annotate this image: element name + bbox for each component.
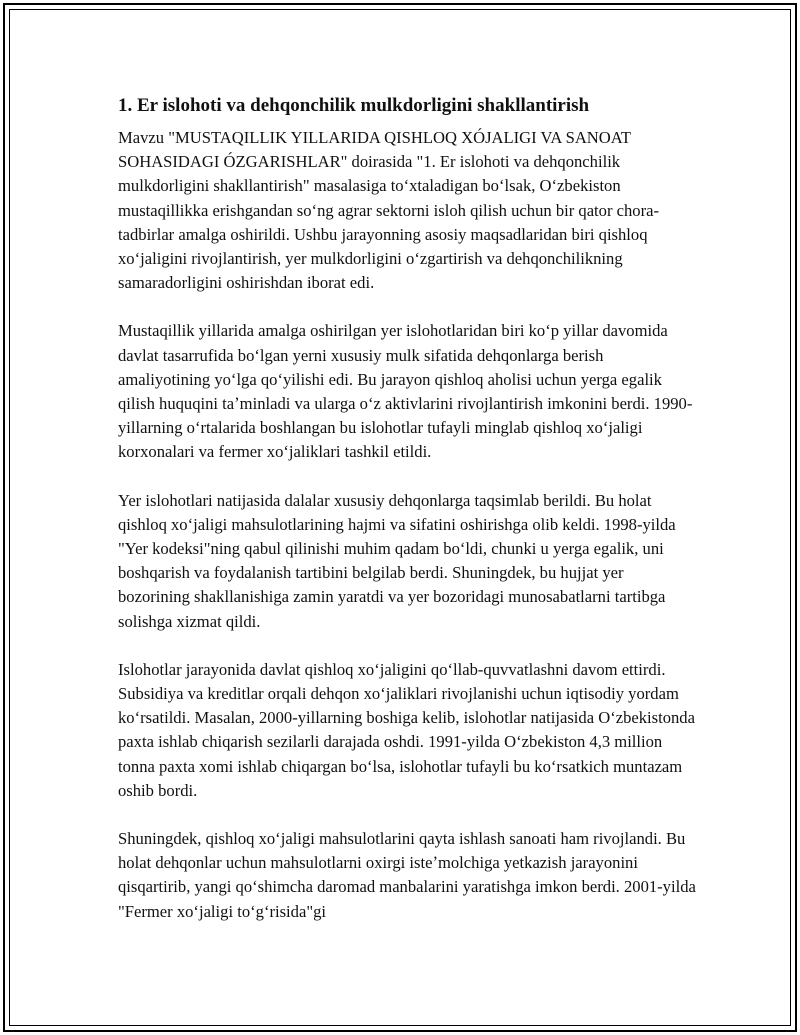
section-heading: 1. Er islohoti va dehqonchilik mulkdorligini shakllantirish [118, 95, 590, 116]
paragraph-3: Yer islohotlari natijasida dalalar xususiy dehqonlarga taqsimlab berildi. Bu holat qishloq xoʻjaligi mahsulotlarining hajmi va sifatini oshirishga olib keldi. 1998-yilda "Yer kodeksi"ning qabul qilinishi muhim qadam boʻldi, chunki u yerga egalik, uni boshqarish va foydalanish tartibini belgilab berdi. Shuningdek, bu hujjat yer bozorining shakllanishiga zamin yaratdi va yer bozoridagi munosabatlarni tartibga solishga xizmat qildi. [118, 490, 676, 631]
paragraph-5: Shuningdek, qishloq xoʻjaligi mahsulotlarini qayta ishlash sanoati ham rivojlandi. Bu holat dehqonlar uchun mahsulotlarni oxirgi isteʼmolchiga yetkazish jarayonini qisqartirib, yangi qoʻshimcha daromad manbalarini yaratishga imkon berdi. 2001-yilda "Fermer xoʻjaligi toʻgʻrisida"gi [118, 829, 696, 921]
paragraph-2: Mustaqillik yillarida amalga oshirilgan yer islohotlaridan biri koʻp yillar davomida davlat tasarrufida boʻlgan yerni xususiy mulk sifatida dehqonlarga berish amaliyotining yoʻlga qoʻyilishi edi. Bu jarayon qishloq aholisi uchun yerga egalik qilish huquqini taʼminladi va ularga oʻz aktivlarini rivojlantirish imkonini berdi. 1990-yillarning oʻrtalarida boshlangan bu islohotlar tufayli minglab qishloq xoʻjaligi korxonalari va fermer xoʻjaliklari tashkil etildi. [118, 321, 693, 462]
document-body [118, 92, 698, 948]
paragraph-4: Islohotlar jarayonida davlat qishloq xoʻjaligini qoʻllab-quvvatlashni davom ettirdi. Subsidiya va kreditlar orqali dehqon xoʻjaliklari rivojlanishi uchun iqtisodiy yordam koʻrsatildi. Masalan, 2000-yillarning boshiga kelib, islohotlar natijasida Oʻzbekistonda paxta ishlab chiqarish sezilarli darajada oshdi. 1991-yilda Oʻzbekiston 4,3 million tonna paxta xomi ishlab chiqargan boʻlsa, islohotlar tufayli bu koʻrsatkich muntazam oshib bordi. [118, 659, 695, 800]
paragraph-1: Mavzu "MUSTAQILLIK YILLARIDA QISHLOQ XÓJALIGI VA SANOAT SOHASIDAGI ÓZGARISHLAR" doirasida "1. Er islohoti va dehqonchilik mulkdorligini shakllantirish" masalasiga toʻxtaladigan boʻlsak, Oʻzbekiston mustaqillikka erishgandan soʻng agrar sektorni isloh qilish uchun bir qator chora-tadbirlar amalga oshirildi. Ushbu jarayonning asosiy maqsadlaridan biri qishloq xoʻjaligini rivojlantirish, yer mulkdorligini oʻzgartirish va dehqonchilikning samaradorligini oshirishdan iborat edi. [118, 128, 660, 293]
